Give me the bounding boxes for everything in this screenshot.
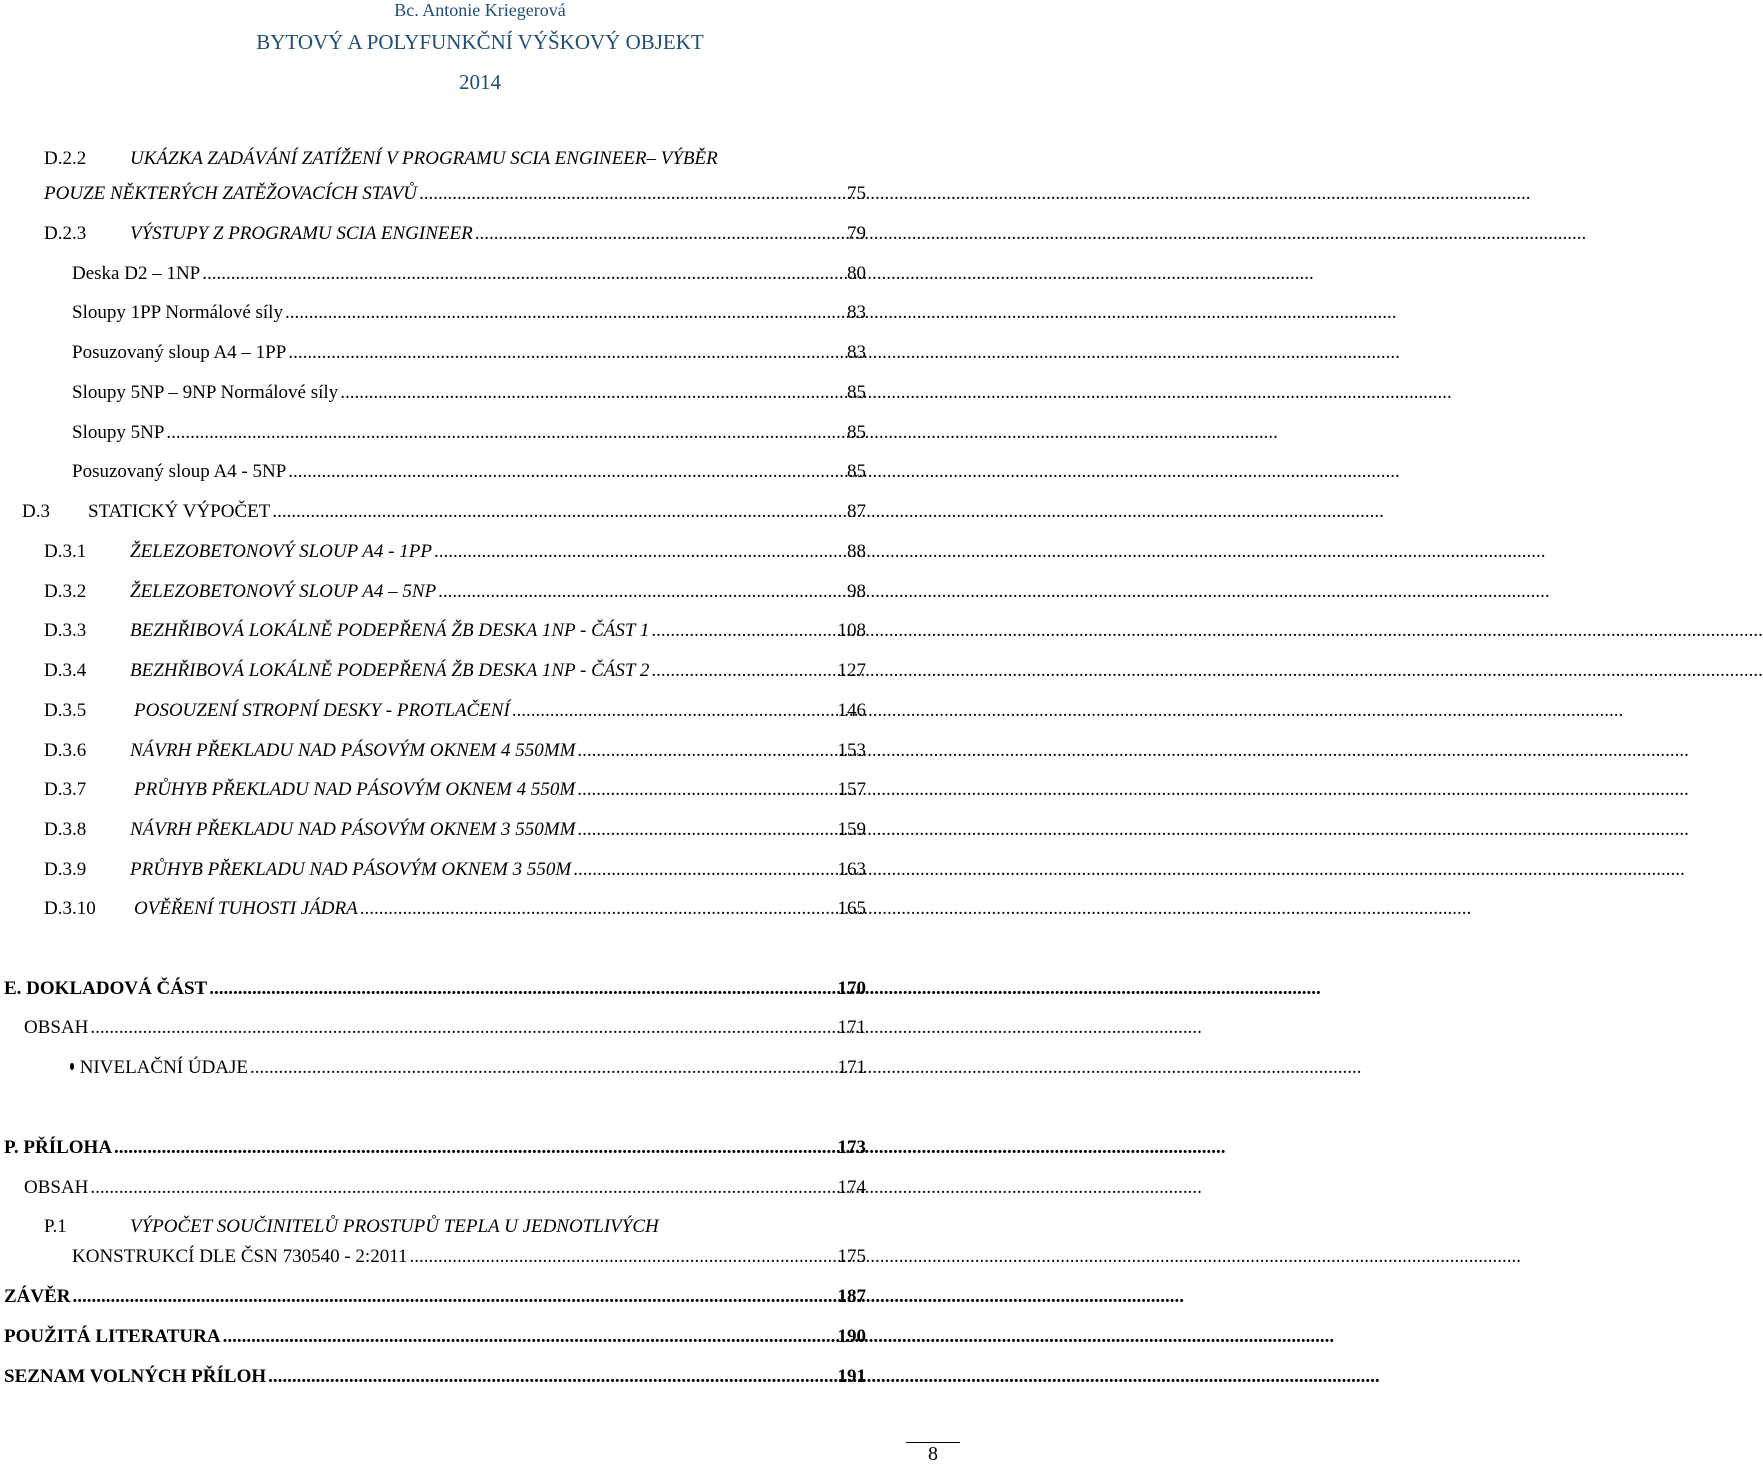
toc-number: D.3.2 xyxy=(44,581,87,602)
toc-title: ŽELEZOBETONOVÝ SLOUP A4 - 1PP xyxy=(130,541,432,562)
toc-entry-d31[interactable] xyxy=(44,538,866,566)
toc-number: D.3.7 xyxy=(44,779,87,800)
toc-title: VÝPOČET SOUČINITELŮ PROSTUPŮ TEPLA U JEDNOTLIVÝCH xyxy=(130,1216,659,1237)
toc-title: POUŽITÁ LITERATURA xyxy=(4,1326,221,1347)
toc-entry-zaver[interactable] xyxy=(4,1283,866,1311)
toc-leader xyxy=(512,697,836,725)
toc-entry-d37[interactable] xyxy=(44,776,866,804)
toc-page: 75 xyxy=(847,183,866,204)
toc-entry-seznam[interactable] xyxy=(4,1363,866,1391)
toc-leader xyxy=(285,299,845,327)
toc-page: 83 xyxy=(847,302,866,323)
toc-entry-posuzovany-5np[interactable] xyxy=(72,458,866,486)
toc-leader xyxy=(268,1363,835,1391)
toc-page: 159 xyxy=(837,819,866,840)
toc-entry-p1-line1[interactable] xyxy=(44,1213,659,1241)
header-title: BYTOVÝ A POLYFUNKČNÍ VÝŠKOVÝ OBJEKT xyxy=(256,30,704,54)
toc-leader xyxy=(223,1323,836,1351)
toc-leader xyxy=(250,1054,835,1082)
toc-number: D.3 xyxy=(22,501,50,522)
toc-entry-posuzovany-1pp[interactable] xyxy=(72,339,866,367)
toc-title: BEZHŘIBOVÁ LOKÁLNĚ PODEPŘENÁ ŽB DESKA 1NP - ČÁST 2 xyxy=(130,660,650,681)
toc-number: D.3.10 xyxy=(44,898,96,919)
toc-page: 171 xyxy=(837,1017,866,1038)
toc-entry-d32[interactable] xyxy=(44,578,866,606)
toc-title: NÁVRH PŘEKLADU NAD PÁSOVÝM OKNEM 4 550MM xyxy=(130,740,576,761)
toc-page: 108 xyxy=(837,620,866,641)
toc-entry-d38[interactable] xyxy=(44,816,866,844)
toc-leader xyxy=(410,1243,836,1271)
toc-page: 85 xyxy=(847,422,866,443)
toc-leader xyxy=(438,578,845,606)
toc-leader xyxy=(651,657,835,685)
toc-page: 79 xyxy=(847,223,866,244)
toc-leader xyxy=(90,1174,835,1202)
toc-entry-deska[interactable] xyxy=(72,260,866,288)
toc-page: 173 xyxy=(837,1137,866,1158)
toc-number: D.3.9 xyxy=(44,859,87,880)
toc-number: D.3.6 xyxy=(44,740,87,761)
toc-title: Posuzovaný sloup A4 – 1PP xyxy=(72,342,287,363)
toc-entry-d3[interactable] xyxy=(22,498,866,526)
toc-page: 153 xyxy=(837,740,866,761)
header-year: 2014 xyxy=(459,70,501,94)
toc-leader xyxy=(209,975,835,1003)
toc-entry-d22[interactable] xyxy=(44,180,866,208)
toc-page: 163 xyxy=(837,859,866,880)
toc-title: NÁVRH PŘEKLADU NAD PÁSOVÝM OKNEM 3 550MM xyxy=(130,819,576,840)
toc-title: ZÁVĚR xyxy=(4,1286,71,1307)
toc-entry-sloupy-5np[interactable] xyxy=(72,419,866,447)
toc-leader xyxy=(272,498,845,526)
toc-title: UKÁZKA ZADÁVÁNÍ ZATÍŽENÍ V PROGRAMU SCIA ENGINEER– VÝBĚR xyxy=(130,148,718,169)
toc-title: Deska D2 – 1NP xyxy=(72,263,201,284)
toc-leader xyxy=(419,180,845,208)
toc-leader xyxy=(434,538,845,566)
toc-title: P. PŘÍLOHA xyxy=(4,1137,113,1158)
toc-title: POSOUZENÍ STROPNÍ DESKY - PROTLAČENÍ xyxy=(134,700,510,721)
page-number: 8 xyxy=(928,1443,938,1465)
header-author: Bc. Antonie Kriegerová xyxy=(394,0,566,20)
toc-number: D.3.1 xyxy=(44,541,87,562)
toc-title: E. DOKLADOVÁ ČÁST xyxy=(4,978,208,999)
toc-page: 98 xyxy=(847,581,866,602)
toc-title: PRŮHYB PŘEKLADU NAD PÁSOVÝM OKNEM 4 550M xyxy=(134,779,576,800)
toc-page: 171 xyxy=(837,1057,866,1078)
toc-title: ŽELEZOBETONOVÝ SLOUP A4 – 5NP xyxy=(130,581,437,602)
toc-title: Sloupy 5NP xyxy=(72,422,165,443)
toc-entry-e-nivelace[interactable] xyxy=(70,1054,866,1082)
toc-title: Sloupy 1PP Normálové síly xyxy=(72,302,283,323)
toc-title: VÝSTUPY Z PROGRAMU SCIA ENGINEER xyxy=(130,223,473,244)
toc-leader xyxy=(360,895,836,923)
toc-leader xyxy=(573,856,835,884)
toc-number: D.2.3 xyxy=(44,223,87,244)
toc-page: 170 xyxy=(837,978,866,999)
toc-entry-d22-line1[interactable] xyxy=(44,145,718,173)
toc-title: BEZHŘIBOVÁ LOKÁLNĚ PODEPŘENÁ ŽB DESKA 1NP - ČÁST 1 xyxy=(130,620,650,641)
toc-title: STATICKÝ VÝPOČET xyxy=(88,501,271,522)
toc-entry-e[interactable] xyxy=(4,975,866,1003)
toc-page: 191 xyxy=(837,1366,866,1387)
toc-title: OVĚŘENÍ TUHOSTI JÁDRA xyxy=(134,898,358,919)
toc-leader xyxy=(114,1134,835,1162)
toc-entry-d33[interactable] xyxy=(44,617,866,645)
toc-page: 85 xyxy=(847,461,866,482)
toc-leader xyxy=(651,617,835,645)
toc-leader xyxy=(475,220,845,248)
toc-title: NIVELAČNÍ ÚDAJE xyxy=(79,1057,249,1078)
toc-page: 175 xyxy=(837,1246,866,1267)
toc-leader xyxy=(73,1283,836,1311)
toc-leader xyxy=(202,260,845,288)
toc-page: 165 xyxy=(837,898,866,919)
toc-entry-d23[interactable] xyxy=(44,220,866,248)
toc-entry-d34[interactable] xyxy=(44,657,866,685)
toc-entry-sloupy-5np-9np[interactable] xyxy=(72,379,866,407)
toc-page: 174 xyxy=(837,1177,866,1198)
toc-number: D.3.8 xyxy=(44,819,87,840)
toc-entry-d35[interactable] xyxy=(44,697,866,725)
bullet-icon xyxy=(70,1063,74,1070)
toc-leader xyxy=(340,379,845,407)
toc-entry-literatura[interactable] xyxy=(4,1323,866,1351)
toc-entry-p1[interactable] xyxy=(72,1243,866,1271)
toc-number: P.1 xyxy=(44,1216,67,1237)
toc-leader xyxy=(166,419,845,447)
toc-entry-p[interactable] xyxy=(4,1134,866,1162)
toc-leader xyxy=(90,1014,835,1042)
toc-entry-d310[interactable] xyxy=(44,895,866,923)
toc-page: 80 xyxy=(847,263,866,284)
toc-page: 88 xyxy=(847,541,866,562)
toc-leader xyxy=(577,816,835,844)
toc-leader xyxy=(288,458,845,486)
toc-page: 190 xyxy=(837,1326,866,1347)
toc-entry-sloupy-1pp[interactable] xyxy=(72,299,866,327)
toc-number: D.3.3 xyxy=(44,620,87,641)
toc-title: Sloupy 5NP – 9NP Normálové síly xyxy=(72,382,339,403)
toc-page: 187 xyxy=(837,1286,866,1307)
toc-leader xyxy=(288,339,845,367)
toc-page: 157 xyxy=(837,779,866,800)
toc-number: D.2.2 xyxy=(44,148,87,169)
toc-page: 83 xyxy=(847,342,866,363)
toc-page: 87 xyxy=(847,501,866,522)
toc-page: 146 xyxy=(837,700,866,721)
toc-title: PRŮHYB PŘEKLADU NAD PÁSOVÝM OKNEM 3 550M xyxy=(130,859,572,880)
toc-page: 85 xyxy=(847,382,866,403)
toc-title: Posuzovaný sloup A4 - 5NP xyxy=(72,461,287,482)
toc-page: 127 xyxy=(837,660,866,681)
toc-title: POUZE NĚKTERÝCH ZATĚŽOVACÍCH STAVŮ xyxy=(44,183,417,204)
toc-entry-p-obsah[interactable] xyxy=(24,1174,866,1202)
toc-entry-d39[interactable] xyxy=(44,856,866,884)
toc-leader xyxy=(577,776,835,804)
toc-entry-d36[interactable] xyxy=(44,737,866,765)
toc-entry-e-obsah[interactable] xyxy=(24,1014,866,1042)
toc-number: D.3.5 xyxy=(44,700,87,721)
toc-title: OBSAH xyxy=(24,1017,89,1038)
toc-title: SEZNAM VOLNÝCH PŘÍLOH xyxy=(4,1366,267,1387)
toc-leader xyxy=(577,737,835,765)
toc-title: KONSTRUKCÍ DLE ČSN 730540 - 2:2011 xyxy=(72,1246,408,1267)
toc-number: D.3.4 xyxy=(44,660,87,681)
toc-title: OBSAH xyxy=(24,1177,89,1198)
